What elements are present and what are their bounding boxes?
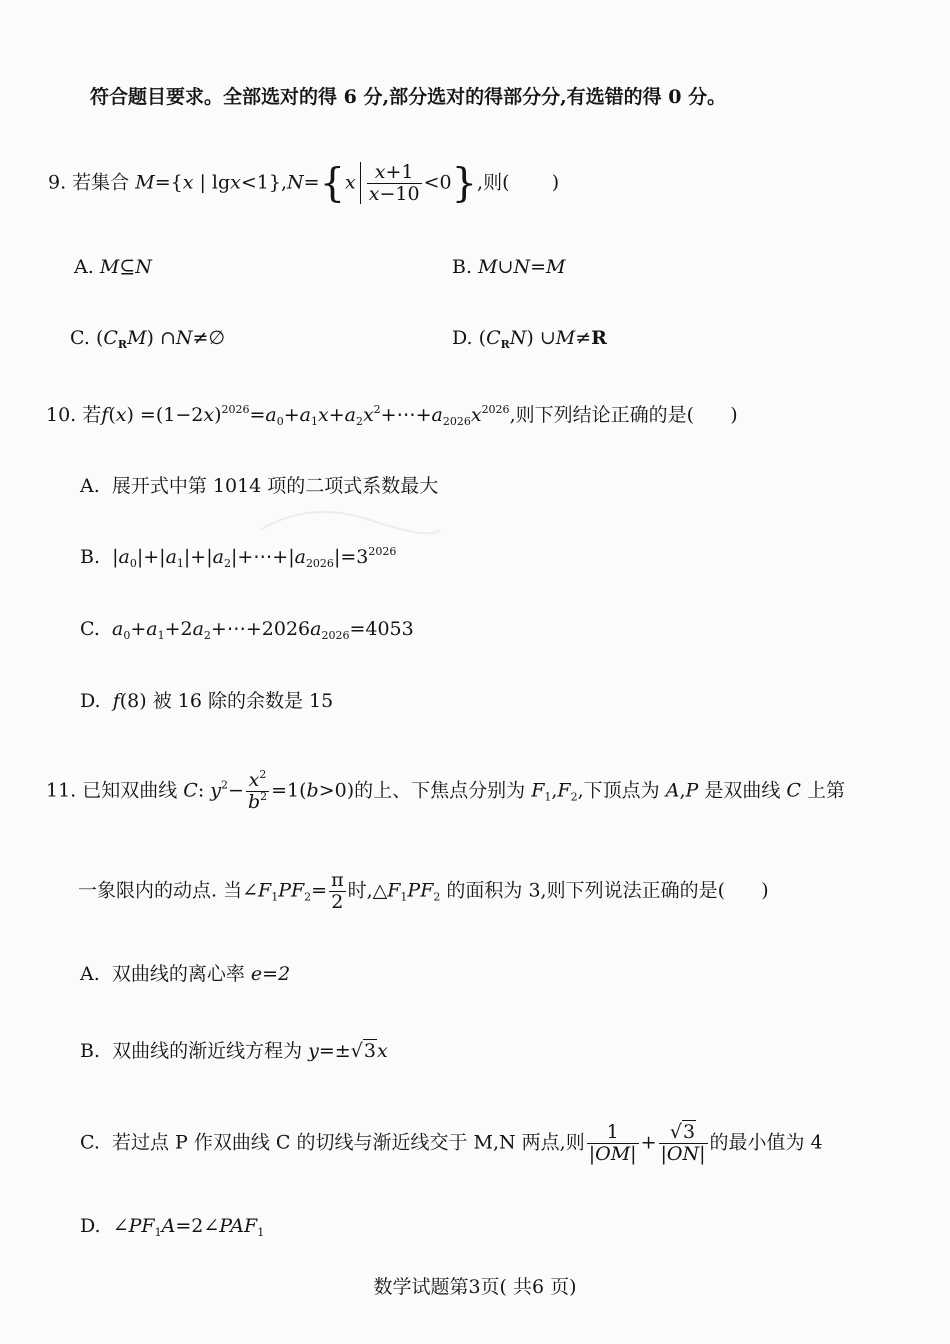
q11-option-b-label: B. (80, 1040, 101, 1062)
q11-stem-tail: 是双曲线 (704, 779, 787, 802)
q11-line2-suffix: 的面积为 3,则下列说法正确的是( (440, 879, 726, 902)
q11-option-c-text: 若过点 P 作双曲线 C 的切线与渐近线交于 M,N 两点,则 (112, 1131, 585, 1154)
q10-option-d-label: D. (80, 690, 101, 712)
q10-option-a-text: 展开式中第 1014 项的二项式系数最大 (111, 475, 439, 497)
q9-option-b: B. M∪N=M (452, 256, 566, 278)
q11-option-c-tail: 的最小值为 4 (709, 1131, 823, 1154)
q11-option-b-text: 双曲线的渐近线方程为 (112, 1040, 309, 1062)
q11-stem-mid: 的上、下焦点分别为 (354, 779, 532, 802)
q9-option-d: D. $(C_RN)$ ∪M≠R (452, 327, 607, 351)
q10-suffix: ,则下列结论正确的是( (509, 404, 695, 426)
q10-option-b: B. $|a_0|+|a_1|+|a_2|+\cdots+|a_{2026}|=3^{2026}$ (80, 545, 397, 570)
page-footer: 数学试题第3页( 共6 页) (373, 1276, 577, 1298)
q11-option-b: B. 双曲线的渐近线方程为 y=±√3x (80, 1040, 388, 1062)
q10-option-a-label: A. (80, 475, 100, 497)
q10-option-c-label: C. (80, 618, 100, 640)
q11-close-paren: ) (761, 879, 769, 902)
q11-stem-mid2: ,下顶点为 (577, 779, 666, 802)
q10-option-d-text: 被 16 除的余数是 15 (152, 690, 334, 712)
q10-option-d: D. f(8) 被 16 除的余数是 15 (80, 690, 334, 712)
q11-line2-mid: 时,△ (347, 879, 388, 902)
q9-option-b-label: B. (452, 256, 473, 278)
q11-option-d-label: D. (80, 1215, 101, 1237)
q9-option-c: C. $(C_RM)$ ∩N≠∅ (70, 327, 226, 351)
q11-option-a-value: e=2 (250, 963, 291, 985)
q9-close-paren: ) (551, 171, 560, 194)
q11-option-c: C. 若过点 P 作双曲线 C 的切线与渐近线交于 M,N 两点,则 $\frac{1}{|OM|}$ + $\frac{√3}{|ON|}$ 的最小值为 4 (80, 1121, 823, 1165)
section-instruction: 符合题目要求。全部选对的得 6 分,部分选对的得部分分,有选错的得 0 分。 (90, 86, 727, 108)
q10-option-a (80, 475, 438, 498)
q11-line2-prefix: 一象限内的动点. 当∠ (78, 879, 258, 902)
q10-option-c-value: 4053 (365, 618, 414, 640)
question-11-stem-line1: 11. 已知双曲线 C: $y^2-$ $\frac{x^2}{b^2}$ =1(b>0)的上、下焦点分别为 $F_1,F_2$,下顶点为 A,P 是双曲线 C 上第 (46, 768, 845, 813)
q10-option-b-label: B. (80, 546, 101, 568)
q11-option-a (80, 963, 290, 986)
q9-option-c-label: C. (70, 327, 90, 349)
q9-number-text: 9. 若集合 (48, 171, 136, 194)
q11-number-text: 11. 已知双曲线 (46, 779, 184, 802)
q9-option-a: A. M⊆N (74, 256, 152, 278)
q9-suffix: ,则( (477, 171, 510, 194)
question-11-stem-line2: 一象限内的动点. 当$\angle F_1PF_2=$ $\frac{\pi}{2}$ 时$,\triangle F_1PF_2$ 的面积为 3,则下列说法正确的是( ) (78, 869, 769, 913)
q9-option-d-label: D. (452, 327, 473, 349)
q10-number-text: 10. 若 (46, 404, 102, 426)
q9-option-a-label: A. (74, 256, 94, 278)
q11-option-c-label: C. (80, 1131, 100, 1154)
q11-option-a-text: 双曲线的离心率 (111, 963, 251, 985)
q10-option-c: C. $a_0+a_1+2a_2+\cdots+2026a_{2026}=4053$ (80, 618, 414, 642)
question-10-stem: 10. 若$f(x) =(1-2x)^{2026}=a_0+a_1x+a_2x^2+\cdots+a_{2026}x^{2026}$,则下列结论正确的是( ) (46, 403, 738, 428)
q11-option-a-label: A. (80, 963, 100, 985)
q10-close-paren: ) (730, 404, 738, 426)
question-9-stem: 9. 若集合 M={x | lgx<1},N={x $\frac{x+1}{x-10}$ <0},则( ) (48, 160, 560, 207)
q11-stem-tail2: 上第 (800, 779, 845, 802)
q11-option-d: D. $\angle PF_1A=2\angle PAF_1$ (80, 1215, 265, 1239)
